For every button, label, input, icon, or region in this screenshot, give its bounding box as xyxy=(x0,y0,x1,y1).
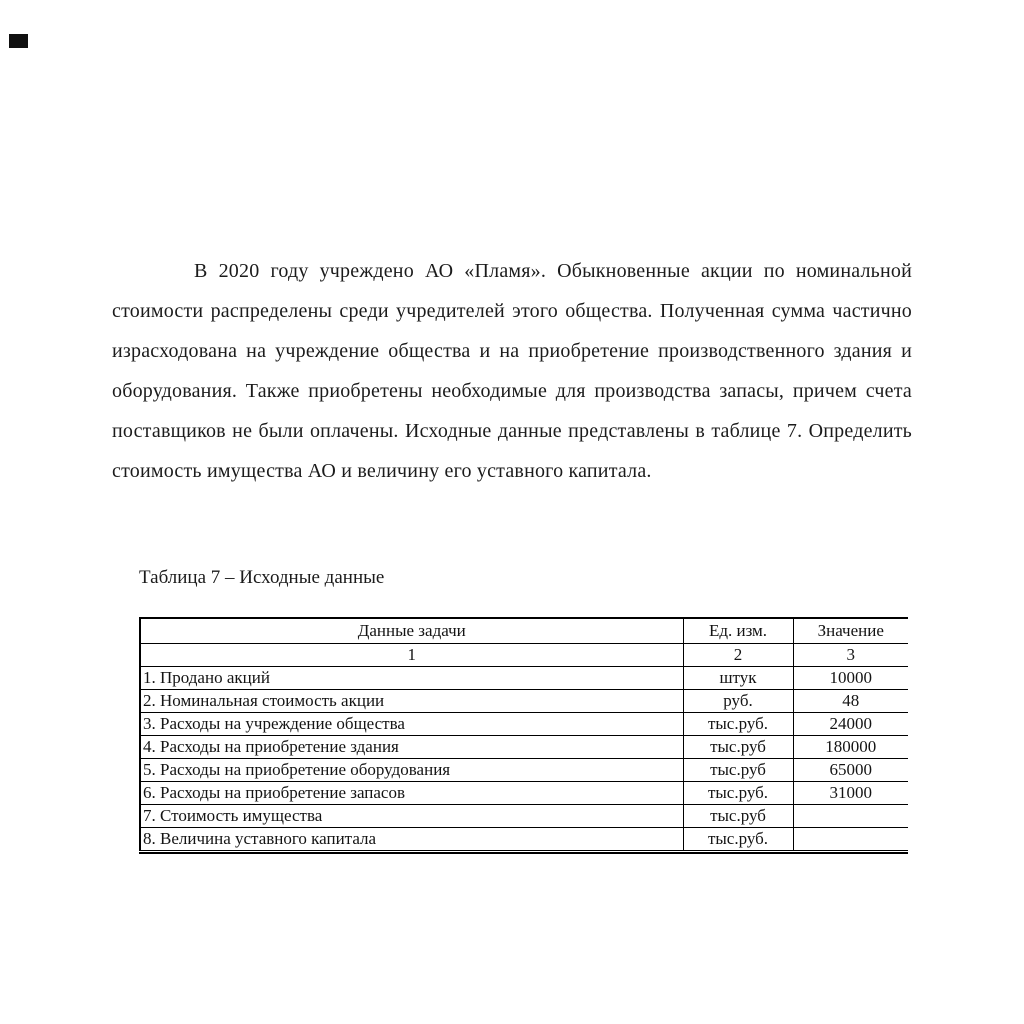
table-row xyxy=(140,781,908,804)
row-unit-cell: тыс.руб. xyxy=(683,827,793,850)
row-unit-cell: тыс.руб xyxy=(683,804,793,827)
row-value-cell xyxy=(793,827,908,850)
row-value-cell: 31000 xyxy=(793,781,908,804)
header-data-label: Данные задачи xyxy=(140,618,683,643)
row-name-cell: 8. Величина уставного капитала xyxy=(140,827,683,850)
row-unit-cell: тыс.руб xyxy=(683,758,793,781)
row-value-cell: 48 xyxy=(793,689,908,712)
table-row xyxy=(140,712,908,735)
table-row xyxy=(140,735,908,758)
row-name-cell: 5. Расходы на приобретение оборудования xyxy=(140,758,683,781)
table-row xyxy=(140,804,908,827)
row-name-cell: 4. Расходы на приобретение здания xyxy=(140,735,683,758)
row-value-cell: 10000 xyxy=(793,666,908,689)
row-value-cell xyxy=(793,804,908,827)
row-unit-cell: тыс.руб xyxy=(683,735,793,758)
source-data-table xyxy=(139,617,908,851)
table-row xyxy=(140,666,908,689)
table-row xyxy=(140,689,908,712)
data-table-wrapper xyxy=(139,617,908,854)
row-unit-cell: тыс.руб. xyxy=(683,781,793,804)
column-number-2: 2 xyxy=(683,643,793,666)
row-unit-cell: штук xyxy=(683,666,793,689)
column-number-row xyxy=(140,643,908,666)
table-row xyxy=(140,827,908,850)
table-row xyxy=(140,758,908,781)
row-name-cell: 6. Расходы на приобретение запасов xyxy=(140,781,683,804)
column-number-1: 1 xyxy=(140,643,683,666)
header-unit-label: Ед. изм. xyxy=(683,618,793,643)
row-name-cell: 3. Расходы на учреждение общества xyxy=(140,712,683,735)
column-number-3: 3 xyxy=(793,643,908,666)
row-value-cell: 24000 xyxy=(793,712,908,735)
row-value-cell: 65000 xyxy=(793,758,908,781)
row-unit-cell: руб. xyxy=(683,689,793,712)
table-caption: Таблица 7 – Исходные данные xyxy=(139,567,385,588)
row-name-cell: 1. Продано акций xyxy=(140,666,683,689)
scan-artifact-marker xyxy=(9,34,28,48)
row-name-cell: 7. Стоимость имущества xyxy=(140,804,683,827)
header-value-label: Значение xyxy=(793,618,908,643)
problem-statement-text: В 2020 году учреждено АО «Пламя». Обыкновенные акции по номинальной стоимости распределены среди учредителей этого общества. Полученная сумма частично израсходована на учреждение общества и на приобретение производственного здания и оборудования. Также приобретены необходимые для производства запасы, причем счета поставщиков не были оплачены. Исходные данные представлены в таблице 7. Определить стоимость имущества АО и величину его уставного капитала. xyxy=(112,260,912,482)
row-value-cell: 180000 xyxy=(793,735,908,758)
row-unit-cell: тыс.руб. xyxy=(683,712,793,735)
row-name-cell: 2. Номинальная стоимость акции xyxy=(140,689,683,712)
table-header-row xyxy=(140,618,908,643)
